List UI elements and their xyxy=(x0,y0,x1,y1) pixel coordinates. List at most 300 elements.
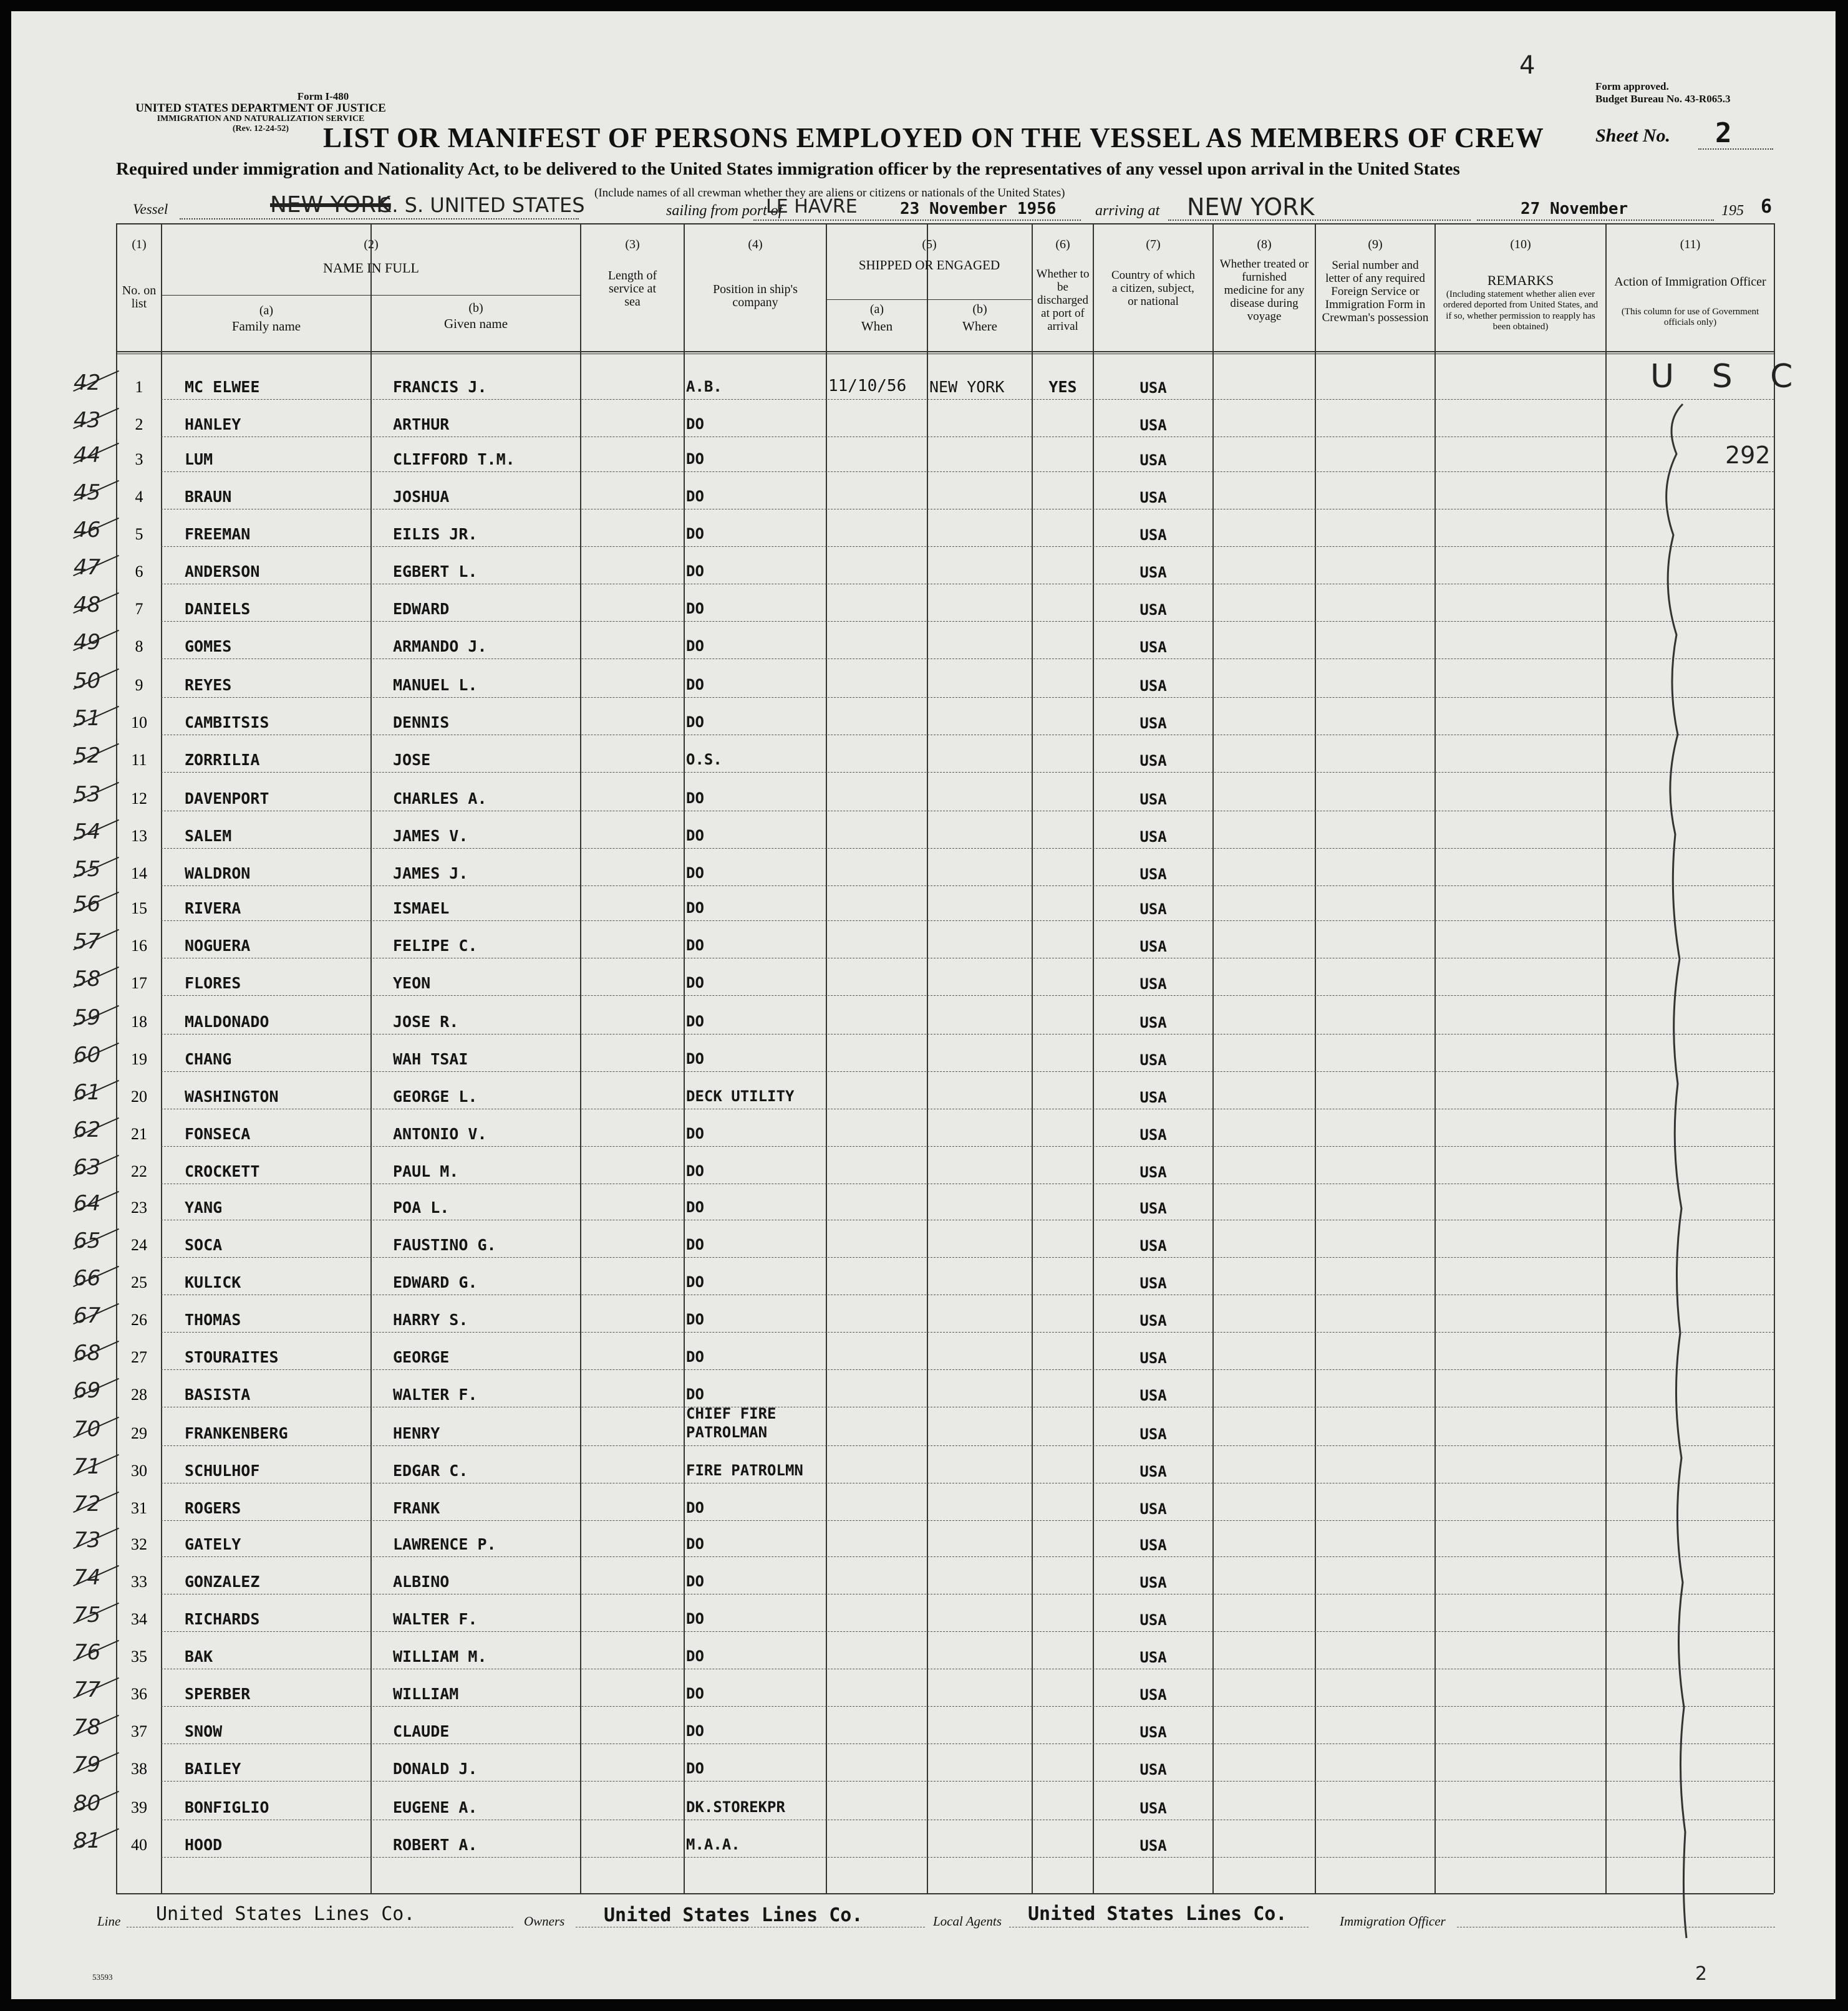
service-name: IMMIGRATION AND NATURALIZATION SERVICE xyxy=(157,114,365,123)
row-mark: 42 xyxy=(74,370,101,395)
agents-value: United States Lines Co. xyxy=(1028,1903,1287,1925)
country: USA xyxy=(1139,900,1167,918)
row-number: 1 xyxy=(135,378,143,396)
position: DO xyxy=(686,676,704,693)
given-name: CLAUDE xyxy=(393,1722,450,1740)
row-mark: 55 xyxy=(74,857,101,882)
row-mark: 60 xyxy=(74,1043,101,1068)
column-divider xyxy=(1032,223,1033,1893)
row-mark: 68 xyxy=(74,1341,101,1366)
row-number: 31 xyxy=(131,1499,147,1517)
column-divider xyxy=(1212,223,1214,1893)
country: USA xyxy=(1139,1463,1167,1480)
family-name: LUM xyxy=(185,450,213,468)
country: USA xyxy=(1139,1387,1167,1404)
position: DO xyxy=(686,562,704,580)
row-mark: 54 xyxy=(74,819,101,844)
position: DO xyxy=(686,937,704,954)
table-bottom-border xyxy=(116,1893,1774,1894)
row-number: 14 xyxy=(131,864,147,882)
position: A.B. xyxy=(686,378,722,395)
position: O.S. xyxy=(686,751,722,768)
sailing-line xyxy=(753,219,1081,221)
sailing-label: sailing from port of xyxy=(666,203,783,219)
row-number: 25 xyxy=(131,1273,147,1291)
owners-value: United States Lines Co. xyxy=(604,1904,863,1926)
family-name: RIVERA xyxy=(185,899,241,917)
row-mark: 63 xyxy=(74,1155,101,1180)
row-number: 37 xyxy=(131,1722,147,1740)
row-mark: 79 xyxy=(74,1752,101,1777)
country: USA xyxy=(1139,677,1167,695)
row-mark: 53 xyxy=(74,782,101,807)
row-number: 24 xyxy=(131,1236,147,1254)
family-name: FRANKENBERG xyxy=(185,1424,288,1442)
family-name: CROCKETT xyxy=(185,1162,260,1180)
row-mark: 46 xyxy=(74,518,101,543)
position: DO xyxy=(686,899,704,917)
family-name: DANIELS xyxy=(185,600,251,618)
country: USA xyxy=(1139,938,1167,955)
row-rule xyxy=(161,1781,1774,1782)
row-rule xyxy=(161,1071,1774,1072)
family-name: THOMAS xyxy=(185,1311,241,1329)
family-name: HOOD xyxy=(185,1836,223,1854)
corner-mark: 2 xyxy=(1695,1963,1708,1985)
col-5b-header: Where xyxy=(962,319,997,334)
page-mark: 4 xyxy=(1519,51,1536,80)
given-name: JOSE xyxy=(393,751,431,769)
col-2-header: NAME IN FULL xyxy=(323,260,419,276)
position: M.A.A. xyxy=(686,1836,740,1853)
country: USA xyxy=(1139,1089,1167,1106)
given-name: HARRY S. xyxy=(393,1311,468,1329)
column-divider xyxy=(1434,223,1436,1893)
column-divider xyxy=(1605,223,1607,1893)
row-mark: 50 xyxy=(74,668,101,693)
family-name: CHANG xyxy=(185,1050,232,1068)
col-4-header: Position in ship's company xyxy=(713,282,798,309)
col-1-number: (1) xyxy=(132,238,147,251)
given-name: GEORGE xyxy=(393,1348,450,1366)
row-mark: 72 xyxy=(74,1492,101,1517)
department-name: UNITED STATES DEPARTMENT OF JUSTICE xyxy=(135,102,386,115)
row-mark: 66 xyxy=(74,1266,101,1291)
line-label: Line xyxy=(97,1914,121,1929)
vessel-name: S. S. UNITED STATES xyxy=(379,193,585,217)
country: USA xyxy=(1139,1800,1167,1817)
given-name: DENNIS xyxy=(393,713,450,731)
family-name: GOMES xyxy=(185,637,232,655)
given-name: ARMANDO J. xyxy=(393,637,487,655)
print-code: 53593 xyxy=(92,1972,113,1982)
given-name: ROBERT A. xyxy=(393,1836,478,1854)
agents-label: Local Agents xyxy=(933,1914,1002,1929)
row-mark: 62 xyxy=(74,1117,101,1142)
row-number: 30 xyxy=(131,1462,147,1480)
col-10-note: (Including statement whether alien ever ordered deported from United States, and if so, whether permission to reapply has been obtained) xyxy=(1443,289,1599,332)
column-divider xyxy=(927,223,928,1893)
country: USA xyxy=(1139,1051,1167,1069)
row-rule xyxy=(161,1146,1774,1147)
include-note: (Include names of all crewman whether they are aliens or citizens or nationals of the United States) xyxy=(594,186,1065,200)
port-from: LE HAVRE xyxy=(766,196,858,218)
row-rule xyxy=(161,885,1774,886)
row-number: 11 xyxy=(131,751,147,769)
row-mark: 78 xyxy=(74,1715,101,1740)
row-number: 32 xyxy=(131,1535,147,1553)
position: DO xyxy=(686,1573,704,1590)
family-name: FLORES xyxy=(185,974,241,992)
country: USA xyxy=(1139,828,1167,846)
ditto-line-icon xyxy=(1608,398,1720,1944)
given-name: ISMAEL xyxy=(393,899,450,917)
form-revision: (Rev. 12-24-52) xyxy=(232,124,289,133)
row-number: 20 xyxy=(131,1087,147,1106)
row-rule xyxy=(161,1332,1774,1333)
family-name: BASISTA xyxy=(185,1386,251,1404)
sheet-label: Sheet No. xyxy=(1595,125,1670,146)
row-mark: 47 xyxy=(74,555,101,580)
col-2b-header: Given name xyxy=(443,316,508,331)
line-value: United States Lines Co. xyxy=(156,1903,415,1925)
country: USA xyxy=(1139,1349,1167,1367)
count-annotation: 292 xyxy=(1725,441,1771,469)
family-name: STOURAITES xyxy=(185,1348,279,1366)
position: DO xyxy=(686,1198,704,1216)
position: DO xyxy=(686,1535,704,1553)
row-number: 21 xyxy=(131,1125,147,1143)
row-number: 16 xyxy=(131,937,147,955)
col-7-number: (7) xyxy=(1146,238,1161,251)
row-number: 23 xyxy=(131,1198,147,1217)
given-name: WILLIAM M. xyxy=(393,1647,487,1666)
given-name: EDGAR C. xyxy=(393,1462,468,1480)
col-2b-letter: (b) xyxy=(468,301,483,315)
form-approved: Form approved. xyxy=(1595,80,1669,92)
col-6-header: Whether to be discharged at port of arrival xyxy=(1036,268,1090,333)
country: USA xyxy=(1139,752,1167,769)
given-name: EUGENE A. xyxy=(393,1798,478,1816)
country: USA xyxy=(1139,866,1167,883)
position: DO xyxy=(686,1685,704,1702)
given-name: FAUSTINO G. xyxy=(393,1236,496,1254)
col-5a-header: When xyxy=(861,319,893,334)
country: USA xyxy=(1139,1014,1167,1031)
row-number: 2 xyxy=(135,415,143,433)
header-bottom-rule xyxy=(116,351,1774,352)
country: USA xyxy=(1139,1686,1167,1704)
column-divider xyxy=(161,223,162,1893)
given-name: JOSE R. xyxy=(393,1013,459,1031)
family-name: KULICK xyxy=(185,1273,241,1291)
row-mark: 48 xyxy=(74,592,101,617)
given-name: WALTER F. xyxy=(393,1386,478,1404)
col-2a-letter: (a) xyxy=(259,304,274,317)
country: USA xyxy=(1139,489,1167,506)
given-name: CHARLES A. xyxy=(393,789,487,808)
row-number: 36 xyxy=(131,1685,147,1703)
row-number: 3 xyxy=(135,450,143,468)
column-divider xyxy=(1315,223,1316,1893)
country: USA xyxy=(1139,1761,1167,1778)
col-5b-letter: (b) xyxy=(972,302,987,316)
given-name: FELIPE C. xyxy=(393,937,478,955)
table-top-border xyxy=(116,223,1774,224)
column-divider xyxy=(1774,223,1775,1893)
position: CHIEF FIRE PATROLMAN xyxy=(686,1405,776,1441)
country: USA xyxy=(1139,1724,1167,1741)
arriving-label: arriving at xyxy=(1095,203,1160,219)
family-name: WASHINGTON xyxy=(185,1087,279,1106)
col-3-number: (3) xyxy=(625,238,640,251)
family-name: REYES xyxy=(185,676,232,694)
row-mark: 69 xyxy=(74,1378,101,1403)
position: DO xyxy=(686,1760,704,1777)
row-mark: 61 xyxy=(74,1080,101,1105)
family-name: SPERBER xyxy=(185,1685,251,1703)
row-number: 13 xyxy=(131,827,147,845)
row-number: 26 xyxy=(131,1311,147,1329)
given-name: ALBINO xyxy=(393,1573,450,1591)
country: USA xyxy=(1139,526,1167,544)
shipped-subheader-rule xyxy=(826,299,1032,300)
country: USA xyxy=(1139,564,1167,581)
country: USA xyxy=(1139,975,1167,993)
family-name: ROGERS xyxy=(185,1499,241,1517)
given-name: WALTER F. xyxy=(393,1610,478,1628)
row-mark: 76 xyxy=(74,1640,101,1665)
family-name: CAMBITSIS xyxy=(185,713,269,731)
row-number: 33 xyxy=(131,1573,147,1591)
row-rule xyxy=(161,697,1774,698)
country: USA xyxy=(1139,1536,1167,1554)
family-name: FREEMAN xyxy=(185,525,251,543)
row-number: 9 xyxy=(135,676,143,694)
position: FIRE PATROLMN xyxy=(686,1462,803,1479)
row-mark: 80 xyxy=(74,1791,101,1816)
family-name: RICHARDS xyxy=(185,1610,260,1628)
position: DO xyxy=(686,1273,704,1291)
row-number: 39 xyxy=(131,1798,147,1816)
country: USA xyxy=(1139,1126,1167,1144)
given-name: ARTHUR xyxy=(393,415,450,433)
family-name: ZORRILIA xyxy=(185,751,260,769)
position: DO xyxy=(686,415,704,433)
row-number: 38 xyxy=(131,1760,147,1778)
given-name: DONALD J. xyxy=(393,1760,478,1778)
family-name: SNOW xyxy=(185,1722,223,1740)
row-number: 10 xyxy=(131,713,147,731)
row-rule xyxy=(161,546,1774,547)
row-rule xyxy=(161,471,1774,472)
row-number: 34 xyxy=(131,1610,147,1628)
family-name: BRAUN xyxy=(185,488,232,506)
row-mark: 59 xyxy=(74,1005,101,1030)
row-number: 6 xyxy=(135,562,143,581)
col-2a-header: Family name xyxy=(231,319,301,334)
country: USA xyxy=(1139,1275,1167,1292)
country: USA xyxy=(1139,1312,1167,1329)
port-to: NEW YORK xyxy=(1187,193,1315,221)
col-7-header: Country of which a citizen, subject, or national xyxy=(1111,269,1196,308)
col-11-note: (This column for use of Government officials only) xyxy=(1621,307,1759,328)
position: DO xyxy=(686,1125,704,1142)
row-mark: 71 xyxy=(74,1454,101,1479)
row-rule xyxy=(161,1857,1774,1858)
row-mark: 58 xyxy=(74,967,101,991)
country: USA xyxy=(1139,1649,1167,1666)
family-name: HANLEY xyxy=(185,415,241,433)
col-11-header: Action of Immigration Officer xyxy=(1614,275,1766,289)
family-name: MALDONADO xyxy=(185,1013,269,1031)
col-9-number: (9) xyxy=(1368,238,1383,251)
row-rule xyxy=(161,1369,1774,1370)
row-number: 35 xyxy=(131,1647,147,1666)
position: DO xyxy=(686,864,704,882)
position: DO xyxy=(686,1162,704,1180)
officer-label: Immigration Officer xyxy=(1340,1914,1446,1929)
country: USA xyxy=(1139,451,1167,469)
col-11-number: (11) xyxy=(1680,238,1701,251)
row-rule xyxy=(161,1631,1774,1632)
given-name: WILLIAM xyxy=(393,1685,459,1703)
row-rule xyxy=(161,1556,1774,1557)
family-name: SOCA xyxy=(185,1236,223,1254)
row-number: 8 xyxy=(135,637,143,655)
given-name: MANUEL L. xyxy=(393,676,478,694)
row-mark: 49 xyxy=(74,630,101,655)
given-name: EDWARD xyxy=(393,600,450,618)
col-8-header: Whether treated or furnished medicine for any disease during voyage xyxy=(1219,258,1309,323)
row-mark: 73 xyxy=(74,1528,101,1553)
row-mark: 45 xyxy=(74,480,101,505)
family-name: GONZALEZ xyxy=(185,1573,260,1591)
given-name: HENRY xyxy=(393,1424,440,1442)
position: DO xyxy=(686,450,704,468)
country: USA xyxy=(1139,1837,1167,1854)
col-8-number: (8) xyxy=(1257,238,1272,251)
row-rule xyxy=(161,920,1774,921)
row-rule xyxy=(161,1743,1774,1744)
shipped-when: 11/10/56 xyxy=(828,377,907,395)
row-rule xyxy=(161,621,1774,622)
given-name: JAMES J. xyxy=(393,864,468,882)
position: DO xyxy=(686,1236,704,1253)
position: DO xyxy=(686,637,704,655)
arrival-line xyxy=(1477,219,1714,221)
row-number: 5 xyxy=(135,525,143,543)
row-number: 22 xyxy=(131,1162,147,1180)
vessel-struck: NEW YORK xyxy=(270,192,391,218)
given-name: EGBERT L. xyxy=(393,562,478,581)
given-name: EDWARD G. xyxy=(393,1273,478,1291)
family-name: NOGUERA xyxy=(185,937,251,955)
row-mark: 75 xyxy=(74,1603,101,1628)
row-number: 29 xyxy=(131,1424,147,1442)
row-number: 17 xyxy=(131,974,147,992)
family-name: DAVENPORT xyxy=(185,789,269,808)
given-name: YEON xyxy=(393,974,431,992)
given-name: GEORGE L. xyxy=(393,1087,478,1106)
position: DO xyxy=(686,1311,704,1328)
family-name: BAILEY xyxy=(185,1760,241,1778)
given-name: JOSHUA xyxy=(393,488,450,506)
col-10-number: (10) xyxy=(1510,238,1531,251)
col-6-number: (6) xyxy=(1055,238,1070,251)
row-mark: 43 xyxy=(74,408,101,433)
position: DO xyxy=(686,789,704,807)
position: DO xyxy=(686,525,704,543)
family-name: SCHULHOF xyxy=(185,1462,260,1480)
family-name: FONSECA xyxy=(185,1125,251,1143)
country: USA xyxy=(1139,791,1167,808)
country: USA xyxy=(1139,417,1167,434)
country: USA xyxy=(1139,1425,1167,1443)
row-mark: 65 xyxy=(74,1228,101,1253)
row-mark: 52 xyxy=(74,743,101,768)
country: USA xyxy=(1139,1574,1167,1591)
col-4-number: (4) xyxy=(748,238,763,251)
given-name: WAH TSAI xyxy=(393,1050,468,1068)
arrival-date: 27 November xyxy=(1521,200,1628,218)
row-rule xyxy=(161,772,1774,773)
year-prefix: 195 xyxy=(1721,203,1744,219)
date-from: 23 November 1956 xyxy=(900,200,1057,218)
row-number: 19 xyxy=(131,1050,147,1068)
position: DO xyxy=(686,974,704,991)
discharged: YES xyxy=(1048,378,1077,396)
given-name: ANTONIO V. xyxy=(393,1125,487,1143)
page-title: LIST OR MANIFEST OF PERSONS EMPLOYED ON THE VESSEL AS MEMBERS OF CREW xyxy=(323,122,1544,153)
position: DO xyxy=(686,1386,704,1403)
position: DO xyxy=(686,1050,704,1068)
given-name: PAUL M. xyxy=(393,1162,459,1180)
name-subheader-rule xyxy=(161,295,580,296)
owners-label: Owners xyxy=(524,1914,565,1929)
given-name: JAMES V. xyxy=(393,827,468,845)
row-rule xyxy=(161,1520,1774,1521)
form-number: Form I-480 xyxy=(297,90,349,102)
row-rule xyxy=(161,995,1774,996)
position: DO xyxy=(686,1722,704,1740)
family-name: MC ELWEE xyxy=(185,378,260,396)
row-mark: 51 xyxy=(74,706,101,731)
row-mark: 64 xyxy=(74,1191,101,1216)
family-name: BONFIGLIO xyxy=(185,1798,269,1816)
position: DO xyxy=(686,1013,704,1030)
row-number: 28 xyxy=(131,1386,147,1404)
country: USA xyxy=(1139,1200,1167,1217)
position: DO xyxy=(686,1348,704,1366)
budget-bureau: Budget Bureau No. 43-R065.3 xyxy=(1595,93,1731,105)
country: USA xyxy=(1139,379,1167,397)
row-mark: 70 xyxy=(74,1417,101,1442)
family-name: ANDERSON xyxy=(185,562,260,581)
country: USA xyxy=(1139,715,1167,732)
col-5-number: (5) xyxy=(922,238,937,251)
family-name: SALEM xyxy=(185,827,232,845)
row-number: 12 xyxy=(131,789,147,808)
country: USA xyxy=(1139,601,1167,619)
family-name: WALDRON xyxy=(185,864,251,882)
col-10-header: REMARKS xyxy=(1487,272,1554,288)
position: DO xyxy=(686,1610,704,1628)
given-name: FRANCIS J. xyxy=(393,378,487,396)
family-name: YANG xyxy=(185,1198,223,1217)
given-name: FRANK xyxy=(393,1499,440,1517)
manifest-page xyxy=(11,11,1836,1999)
